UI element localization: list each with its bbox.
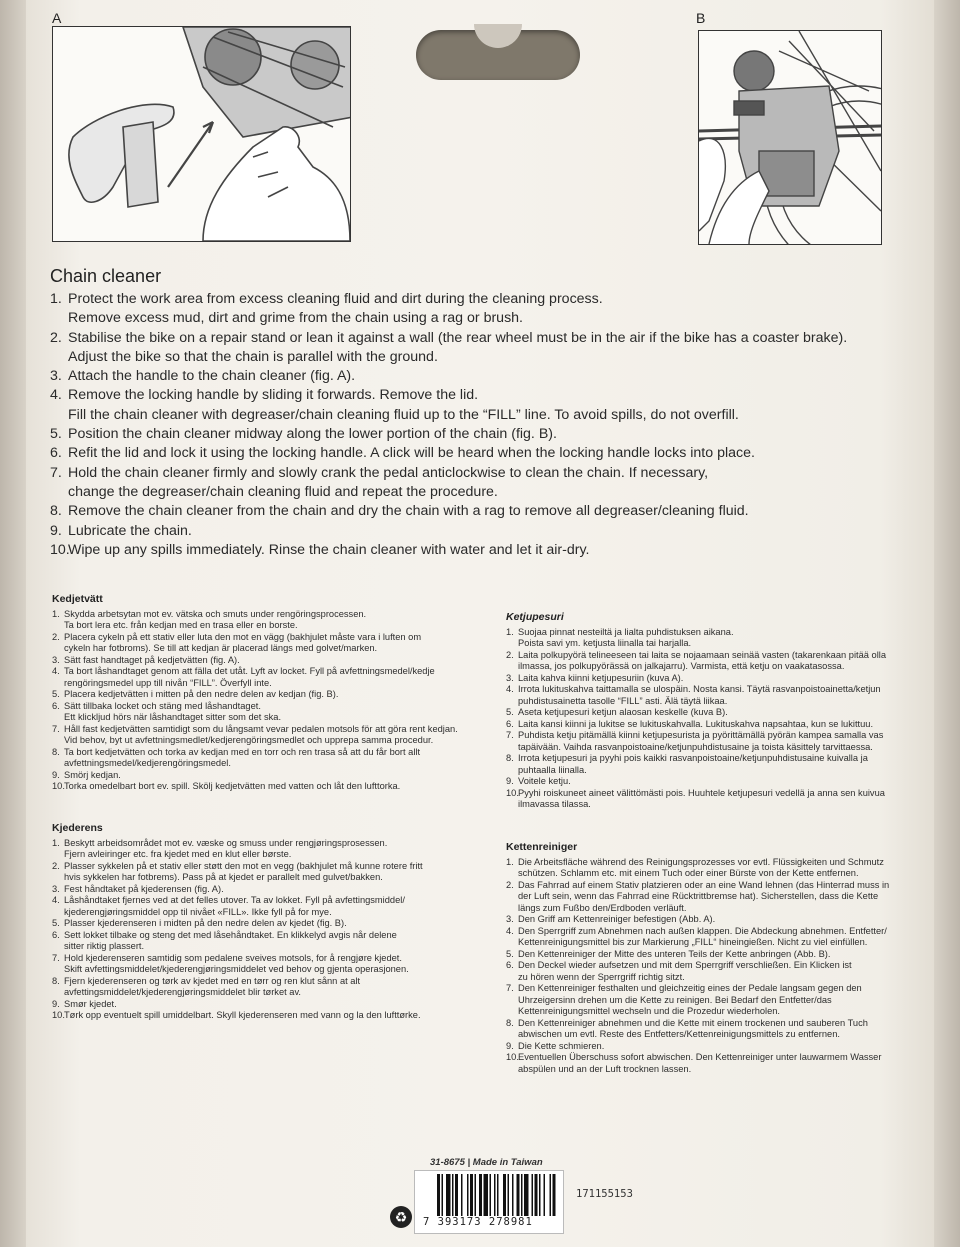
hand-attaching-handle-drawing <box>53 27 350 241</box>
step-text <box>518 1052 881 1075</box>
step-number: 9. <box>50 522 62 539</box>
step-line: cykeln har fotbroms). Se till att kedjan är placerad längs med golvet/marken. <box>64 643 378 653</box>
step-line: Sett lokket tilbake og steng det med låsehåndtaket. En klikkelyd avgis når delene <box>64 929 397 940</box>
instruction-step <box>506 1041 936 1053</box>
instruction-step <box>506 983 936 1018</box>
step-line: Sätt tillbaka locket och stäng med låshandtaget. <box>64 700 261 711</box>
step-line: Fest håndtaket på kjederensen (fig. A). <box>64 883 224 894</box>
step-text <box>518 960 852 983</box>
step-line: Ett klickljud hörs när låshandtaget sitter som det ska. <box>64 712 282 722</box>
step-text <box>64 770 121 782</box>
step-number: 2. <box>52 860 60 871</box>
finnish-section <box>506 612 936 811</box>
step-text <box>518 627 734 650</box>
instruction-step <box>50 290 920 329</box>
step-line: Hold kjederenseren samtidig som pedalene sveives motsols, for å rengjøre kjedet. <box>64 952 402 963</box>
step-number: 7. <box>506 730 514 740</box>
step-text <box>518 673 683 685</box>
instruction-step <box>52 976 492 999</box>
step-line: avfettingsmiddelet/kjederengjøringsmiddelet blir tørket av. <box>64 987 302 997</box>
step-text <box>64 666 435 689</box>
barcode-bar <box>497 1174 499 1216</box>
step-line: Remove the locking handle by sliding it forwards. Remove the lid. <box>68 387 479 404</box>
swedish-steps-list <box>52 609 492 793</box>
instruction-step <box>50 502 920 521</box>
step-line: ilmavassa tilassa. <box>518 799 591 809</box>
figure-a-label: A <box>52 10 62 26</box>
step-line: Ta bort låshandtaget genom att fälla det utåt. Lyft av locket. Fyll på avfettningsmedel/kedje <box>64 666 435 676</box>
barcode-bar <box>490 1174 492 1216</box>
step-line: Placera kedjetvätten i mitten på den nedre delen av kedjan (fig. B). <box>64 689 339 699</box>
step-number: 7. <box>506 983 514 993</box>
step-text <box>64 999 117 1011</box>
instruction-step <box>506 880 936 915</box>
english-section-title: Chain cleaner <box>50 266 162 286</box>
instruction-step <box>506 730 936 753</box>
instruction-step <box>50 386 920 425</box>
step-number: 6. <box>50 445 62 462</box>
step-line: Laita kahva kiinni ketjupesuriin (kuva A). <box>518 672 684 683</box>
step-number: 4. <box>52 895 60 905</box>
product-code: 31-8675 | Made in Taiwan <box>430 1157 543 1168</box>
step-line: der Luft sein, wenn das Fahrrad eine Rücktrittbremse hat). Sicherstellen, dass die Kette <box>518 891 879 901</box>
instruction-step <box>506 926 936 949</box>
step-number: 6. <box>52 700 60 711</box>
step-line: Position the chain cleaner midway along the lower portion of the chain (fig. B). <box>68 426 557 443</box>
step-text <box>518 914 715 926</box>
step-line: Den Sperrgriff zum Abnehmen nach außen klappen. Die Abdeckung abnehmen. Entfetter/ <box>518 925 887 936</box>
step-number: 9. <box>52 769 60 780</box>
barcode-bar <box>475 1174 477 1216</box>
cleaner-on-chain-drawing <box>699 31 881 244</box>
step-number: 10. <box>506 787 519 798</box>
instruction-step <box>52 781 492 793</box>
hang-hole <box>416 30 580 80</box>
norwegian-section <box>52 823 492 1022</box>
step-number: 3. <box>52 654 60 665</box>
step-text <box>518 926 887 949</box>
step-line: Fjern kjederenseren og tørk av kjedet med en tørr og ren klut sånn at alt <box>64 975 361 986</box>
step-line: Lubricate the chain. <box>68 522 192 539</box>
step-line: Eventuellen Überschuss sofort abwischen. Den Kettenreiniger unter lauwarmem Wasser <box>518 1052 882 1062</box>
step-line: Pyyhi roiskuneet aineet välittömästi pois. Huuhtele ketjupesuri vedellä ja anna sen kuivua <box>518 787 885 798</box>
instruction-step <box>506 650 936 673</box>
step-line: Remove excess mud, dirt and grime from the chain using a rag or brush. <box>68 310 523 327</box>
instruction-step <box>50 522 920 541</box>
instruction-step <box>52 930 492 953</box>
barcode-bar <box>455 1174 458 1216</box>
step-text <box>64 632 421 655</box>
step-text <box>64 918 347 930</box>
step-line: Refit the lid and lock it using the locking handle. A click will be heard when the locking handle locks into place. <box>68 445 755 462</box>
step-number: 5. <box>50 426 62 443</box>
instruction-step <box>52 953 492 976</box>
barcode-bar <box>461 1174 463 1216</box>
step-text <box>64 838 387 861</box>
barcode-bar <box>517 1174 520 1216</box>
step-line: change the degreaser/chain cleaning fluid and repeat the procedure. <box>68 483 498 500</box>
barcode-bar <box>550 1174 552 1216</box>
barcode-label <box>414 1170 564 1234</box>
instruction-step <box>52 609 492 632</box>
english-steps-list <box>50 290 920 560</box>
barcode-bar <box>470 1174 473 1216</box>
instruction-step <box>506 788 936 811</box>
step-line: ilmassa, jos polkupyörässä on jalkajarru). Varmista, että ketju on vaakatasossa. <box>518 661 845 671</box>
step-line: avfettningsmedel/kedjerengöringsmedel. <box>64 758 231 768</box>
step-number: 9. <box>52 998 60 1009</box>
step-number: 7. <box>52 723 60 734</box>
instruction-step <box>50 329 920 368</box>
barcode-bar <box>508 1174 510 1216</box>
step-line: Wipe up any spills immediately. Rinse the chain cleaner with water and let it air-dry. <box>68 541 590 558</box>
step-line: Låshåndtaket fjernes ved at det felles utover. Ta av lokket. Fyll på avfettingsmiddel/ <box>64 895 405 905</box>
step-line: Sätt fast handtaget på kedjetvätten (fig. A). <box>64 654 240 665</box>
step-text <box>518 983 862 1018</box>
step-line: Skydda arbetsytan mot ev. vätska och smuts under rengöringsprocessen. <box>64 608 367 619</box>
instruction-step <box>50 367 920 386</box>
instruction-step <box>52 861 492 884</box>
step-text <box>518 1041 604 1053</box>
package-left-edge <box>0 0 26 1247</box>
norwegian-steps-list <box>52 838 492 1022</box>
step-line: Smør kjedet. <box>64 998 117 1009</box>
instruction-step <box>52 895 492 918</box>
step-line: Laita polkupyörä telineeseen tai laita se nojaamaan seinää vasten (takarenkaan pitää olla <box>518 649 886 660</box>
step-number: 6. <box>506 718 514 729</box>
instruction-step <box>50 444 920 463</box>
barcode-bar <box>535 1174 538 1216</box>
finnish-steps-list <box>506 627 936 811</box>
step-number: 2. <box>506 879 514 890</box>
step-line: Tørk opp eventuelt spill umiddelbart. Skyll kjederenseren med vann og la den lufttørke. <box>64 1010 421 1020</box>
step-text <box>64 701 281 724</box>
step-line: Das Fahrrad auf einem Stativ platzieren oder an eine Wand lehnen (das Hinterrad muss in <box>518 879 890 890</box>
step-text <box>64 609 366 632</box>
step-text <box>64 895 405 918</box>
step-line: Aseta ketjupesuri ketjun alaosan keskelle (kuva B). <box>518 707 728 717</box>
step-number: 1. <box>506 856 514 867</box>
step-line: Die Arbeitsfläche während des Reinigungsprozesses vor evtl. Flüssigkeiten und Schmutz <box>518 856 884 867</box>
step-line: Die Kette schmieren. <box>518 1040 605 1051</box>
step-line: Ta bort lera etc. från kedjan med en trasa eller en borste. <box>64 620 298 630</box>
swedish-section-title: Kedjetvätt <box>52 593 103 605</box>
instruction-step <box>52 666 492 689</box>
step-number: 5. <box>52 689 60 699</box>
german-section-title: Kettenreiniger <box>506 841 578 853</box>
instruction-step <box>506 776 936 788</box>
step-number: 2. <box>506 649 514 660</box>
instruction-step <box>50 425 920 444</box>
step-line: Torka omedelbart bort ev. spill. Skölj kedjetvätten med vatten och låt den lufttorka. <box>64 781 401 791</box>
barcode-bar <box>503 1174 506 1216</box>
step-line: Kettenreinigungsmittel wechseln und die Prozedur wiederholen. <box>518 1006 781 1016</box>
step-line: Smörj kedjan. <box>64 769 121 780</box>
instruction-step <box>506 753 936 776</box>
barcode-bar <box>452 1174 454 1216</box>
step-number: 10. <box>50 541 70 558</box>
step-line: Den Kettenreiniger festhalten und gleichzeitig eines der Pedale langsam gegen den <box>518 983 862 993</box>
step-text <box>518 719 873 731</box>
step-number: 1. <box>52 608 60 619</box>
instruction-step <box>52 999 492 1011</box>
step-line: Stabilise the bike on a repair stand or lean it against a wall (the rear wheel must be in the air if the bike has a coaster brake). <box>68 329 848 346</box>
step-line: Plasser kjederenseren i midten på den nedre delen av kjedet (fig. B). <box>64 918 347 928</box>
instruction-step <box>506 707 936 719</box>
step-line: Plasser sykkelen på et stativ eller støtt den mot en vegg (bakhjulet må kunne rotere fritt <box>64 860 423 871</box>
step-line: Fjern avleiringer etc. fra kjedet med en klut eller børste. <box>64 849 292 859</box>
step-number: 3. <box>506 914 514 924</box>
barcode-icon <box>437 1174 557 1216</box>
step-line: puhdistusainetta tasolle “FILL” asti. Älä täytä liikaa. <box>518 695 728 706</box>
step-text <box>518 650 886 673</box>
step-line: Laita kansi kiinni ja lukitse se lukituskahvalla. Lukituskahva napsahtaa, kun se lukittuu. <box>518 718 874 729</box>
step-line: Beskytt arbeidsområdet mot ev. væske og smuss under rengjøringsprosessen. <box>64 837 388 848</box>
instruction-step <box>52 1010 492 1022</box>
barcode-bar <box>524 1174 529 1216</box>
item-number: 17115515З <box>576 1188 633 1200</box>
step-line: Suojaa pinnat nesteiltä ja lialta puhdistuksen aikana. <box>518 626 734 637</box>
step-line: Den Kettenreiniger der Mitte des unteren Teils der Kette anbringen (Abb. B). <box>518 948 831 959</box>
step-text <box>64 930 397 953</box>
step-text <box>518 707 728 719</box>
step-line: Den Griff am Kettenreiniger befestigen (Abb. A). <box>518 914 716 924</box>
instruction-step <box>506 719 936 731</box>
step-text <box>68 386 920 425</box>
step-number: 2. <box>50 329 62 346</box>
step-line: kjederengjøringsmiddel opp til nivået «FILL». Ikke fyll på for mye. <box>64 906 332 917</box>
step-line: rengöringsmedel upp till nivån “FILL”. Överfyll inte. <box>64 677 272 688</box>
step-text <box>518 776 571 788</box>
barcode-bar <box>532 1174 534 1216</box>
step-line: tapäivään. Vaihda rasvanpoistoaine/ketjunpuhdistusaine ja toista käsittely tarvittaessa. <box>518 741 873 752</box>
step-number: 5. <box>506 948 514 959</box>
step-number: 7. <box>52 952 60 963</box>
figure-b-label: B <box>696 10 706 26</box>
step-line: zu hören wenn der Sperrgriff richtig sitzt. <box>518 971 685 982</box>
step-text <box>518 730 883 753</box>
step-text <box>64 976 360 999</box>
step-text <box>64 655 240 667</box>
step-number: 1. <box>50 291 62 307</box>
step-text <box>68 502 920 521</box>
step-text <box>518 753 868 776</box>
german-section <box>506 842 936 1075</box>
step-line: schützen. Schlamm etc. mit einem Tuch oder einer Bürste von der Kette entfernen. <box>518 868 859 878</box>
step-number: 6. <box>52 929 60 940</box>
instruction-step <box>506 949 936 961</box>
instruction-step <box>52 770 492 782</box>
instruction-step <box>506 960 936 983</box>
step-line: Håll fast kedjetvätten samtidigt som du långsamt vevar pedalen motsols för att göra rent kedjan. <box>64 723 458 734</box>
step-line: abwischen um evtl. Reste des Entfetters/Kettenreinigungsmittels zu entfernen. <box>518 1029 840 1039</box>
step-text <box>64 724 458 747</box>
step-line: Protect the work area from excess cleaning fluid and dirt during the cleaning process. <box>68 291 603 307</box>
step-line: Puhdista ketju pitämällä kiinni ketjupesurista ja pyörittämällä pyörän kampea samalla vas <box>518 730 884 740</box>
instruction-step <box>52 689 492 701</box>
step-text <box>518 788 885 811</box>
step-number: 3. <box>506 672 514 683</box>
step-line: Voitele ketju. <box>518 776 571 786</box>
barcode-bar <box>484 1174 489 1216</box>
step-number: 4. <box>52 666 60 676</box>
step-number: 9. <box>506 1040 514 1051</box>
instruction-step <box>52 724 492 747</box>
step-line: puhtaalla liinalla. <box>518 764 587 775</box>
step-number: 8. <box>52 746 60 757</box>
step-number: 1. <box>506 626 514 637</box>
recycle-icon: ♻ <box>390 1206 412 1228</box>
step-number: 9. <box>506 776 514 786</box>
step-line: Uhrzeigersinn drehen um die Kette zu reinigen. Bei Bedarf den Entfetter/das <box>518 994 832 1005</box>
barcode-bar <box>553 1174 556 1216</box>
german-steps-list <box>506 857 936 1076</box>
step-text <box>68 464 920 503</box>
step-text <box>518 1018 868 1041</box>
step-text <box>64 689 338 701</box>
step-text <box>64 1010 421 1022</box>
step-number: 4. <box>50 387 62 404</box>
instruction-step <box>52 632 492 655</box>
step-number: 1. <box>52 837 60 848</box>
instruction-step <box>52 701 492 724</box>
step-line: längs zum Fußbo den/Erdboden verläuft. <box>518 902 687 913</box>
step-line: Placera cykeln på ett stativ eller luta den mot en vägg (bakhjulet måste vara i luften om <box>64 631 422 642</box>
instruction-step <box>52 884 492 896</box>
norwegian-section-title: Kjederens <box>52 822 103 834</box>
step-number: 10. <box>506 1052 519 1062</box>
barcode-bar <box>512 1174 514 1216</box>
instruction-step <box>506 914 936 926</box>
step-text <box>68 329 920 368</box>
step-number: 3. <box>52 883 60 894</box>
step-number: 8. <box>50 503 62 520</box>
package-right-edge <box>934 0 960 1247</box>
instruction-step <box>52 838 492 861</box>
barcode-bar <box>467 1174 469 1216</box>
barcode-bar <box>539 1174 541 1216</box>
step-line: sitter riktig plassert. <box>64 941 145 951</box>
instruction-step <box>506 627 936 650</box>
step-number: 3. <box>50 368 62 385</box>
step-line: Poista savi ym. ketjusta liinalla tai harjalla. <box>518 638 692 648</box>
step-text <box>68 522 920 541</box>
step-text <box>64 747 420 770</box>
barcode-bar <box>494 1174 496 1216</box>
instruction-step <box>50 541 920 560</box>
step-line: Irrota lukituskahva taittamalla se ulospäin. Nosta kansi. Täytä rasvanpoistoainetta/ketjun <box>518 684 881 694</box>
step-number: 8. <box>506 1017 514 1028</box>
step-text <box>68 541 920 560</box>
step-number: 10. <box>52 781 65 791</box>
step-text <box>64 884 224 896</box>
instruction-step <box>506 857 936 880</box>
step-line: Fill the chain cleaner with degreaser/chain cleaning fluid up to the “FILL” line. To avoid spills, do not overfill. <box>68 406 739 423</box>
step-line: abspülen und an der Luft trocknen lassen. <box>518 1063 692 1074</box>
step-text <box>64 781 400 793</box>
step-text <box>64 953 409 976</box>
barcode-number: 7 393173 278981 <box>423 1216 533 1228</box>
step-number: 4. <box>506 684 514 694</box>
barcode-bar <box>544 1174 546 1216</box>
step-line: Den Kettenreiniger abnehmen und die Kette mit einem trockenen und sauberen Tuch <box>518 1017 868 1028</box>
figure-a-illustration <box>52 26 351 242</box>
step-line: hvis sykkelen har fotbrems). Pass på at kjedet er parallelt med gulvet/bakken. <box>64 872 383 882</box>
instruction-step <box>52 918 492 930</box>
step-line: Den Deckel wieder aufsetzen und mit dem Sperrgriff verschließen. Ein Klicken ist <box>518 960 852 970</box>
barcode-bar <box>446 1174 451 1216</box>
step-line: Hold the chain cleaner firmly and slowly crank the pedal anticlockwise to clean the chain. If necessary, <box>68 464 709 481</box>
step-line: Remove the chain cleaner from the chain and dry the chain with a rag to remove all degreaser/cleaning fluid. <box>68 503 749 520</box>
step-text <box>68 367 920 386</box>
instruction-step <box>52 655 492 667</box>
step-number: 4. <box>506 925 514 936</box>
step-line: Irrota ketjupesuri ja pyyhi pois kaikki rasvanpoistoaine/ketjunpuhdistusaine kuivalla ja <box>518 753 868 763</box>
step-text <box>68 444 920 463</box>
swedish-section <box>52 594 492 793</box>
step-line: Ta bort kedjetvätten och torka av kedjan med en torr och ren trasa så att du får bort allt <box>64 746 421 757</box>
step-number: 6. <box>506 960 514 970</box>
step-text <box>518 949 831 961</box>
barcode-bar <box>442 1174 444 1216</box>
step-number: 5. <box>506 707 514 717</box>
step-line: Attach the handle to the chain cleaner (fig. A). <box>68 368 356 385</box>
step-number: 10. <box>52 1010 65 1020</box>
instruction-step <box>506 673 936 685</box>
barcode-bar <box>479 1174 482 1216</box>
step-text <box>68 290 920 329</box>
step-text <box>518 684 881 707</box>
instruction-step <box>50 464 920 503</box>
step-line: Adjust the bike so that the chain is parallel with the ground. <box>68 348 438 365</box>
step-text <box>518 857 884 880</box>
step-line: Vid behov, byt ut avfettningsmedlet/kedjerengöringsmedlet och upprepa samma procedur. <box>64 735 434 745</box>
barcode-bar <box>437 1174 440 1216</box>
instruction-step <box>52 747 492 770</box>
step-text <box>64 861 423 884</box>
step-line: Skift avfettingsmiddelet/kjederengjøringsmiddelet ved behov og gjenta operasjonen. <box>64 964 409 974</box>
figure-b-illustration <box>698 30 882 245</box>
step-number: 5. <box>52 918 60 928</box>
step-line: Kettenreinigungsmittel bis zur Markierung „FILL“ hineingießen. Nicht zu viel einfüllen. <box>518 937 868 947</box>
step-number: 8. <box>52 975 60 986</box>
instruction-step <box>506 1018 936 1041</box>
barcode-bar <box>521 1174 523 1216</box>
instruction-step <box>506 684 936 707</box>
step-number: 7. <box>50 464 62 481</box>
step-number: 8. <box>506 753 514 763</box>
step-text <box>518 880 889 915</box>
step-text <box>68 425 920 444</box>
step-number: 2. <box>52 631 60 642</box>
finnish-section-title: Ketjupesuri <box>506 611 564 623</box>
instruction-step <box>506 1052 936 1075</box>
